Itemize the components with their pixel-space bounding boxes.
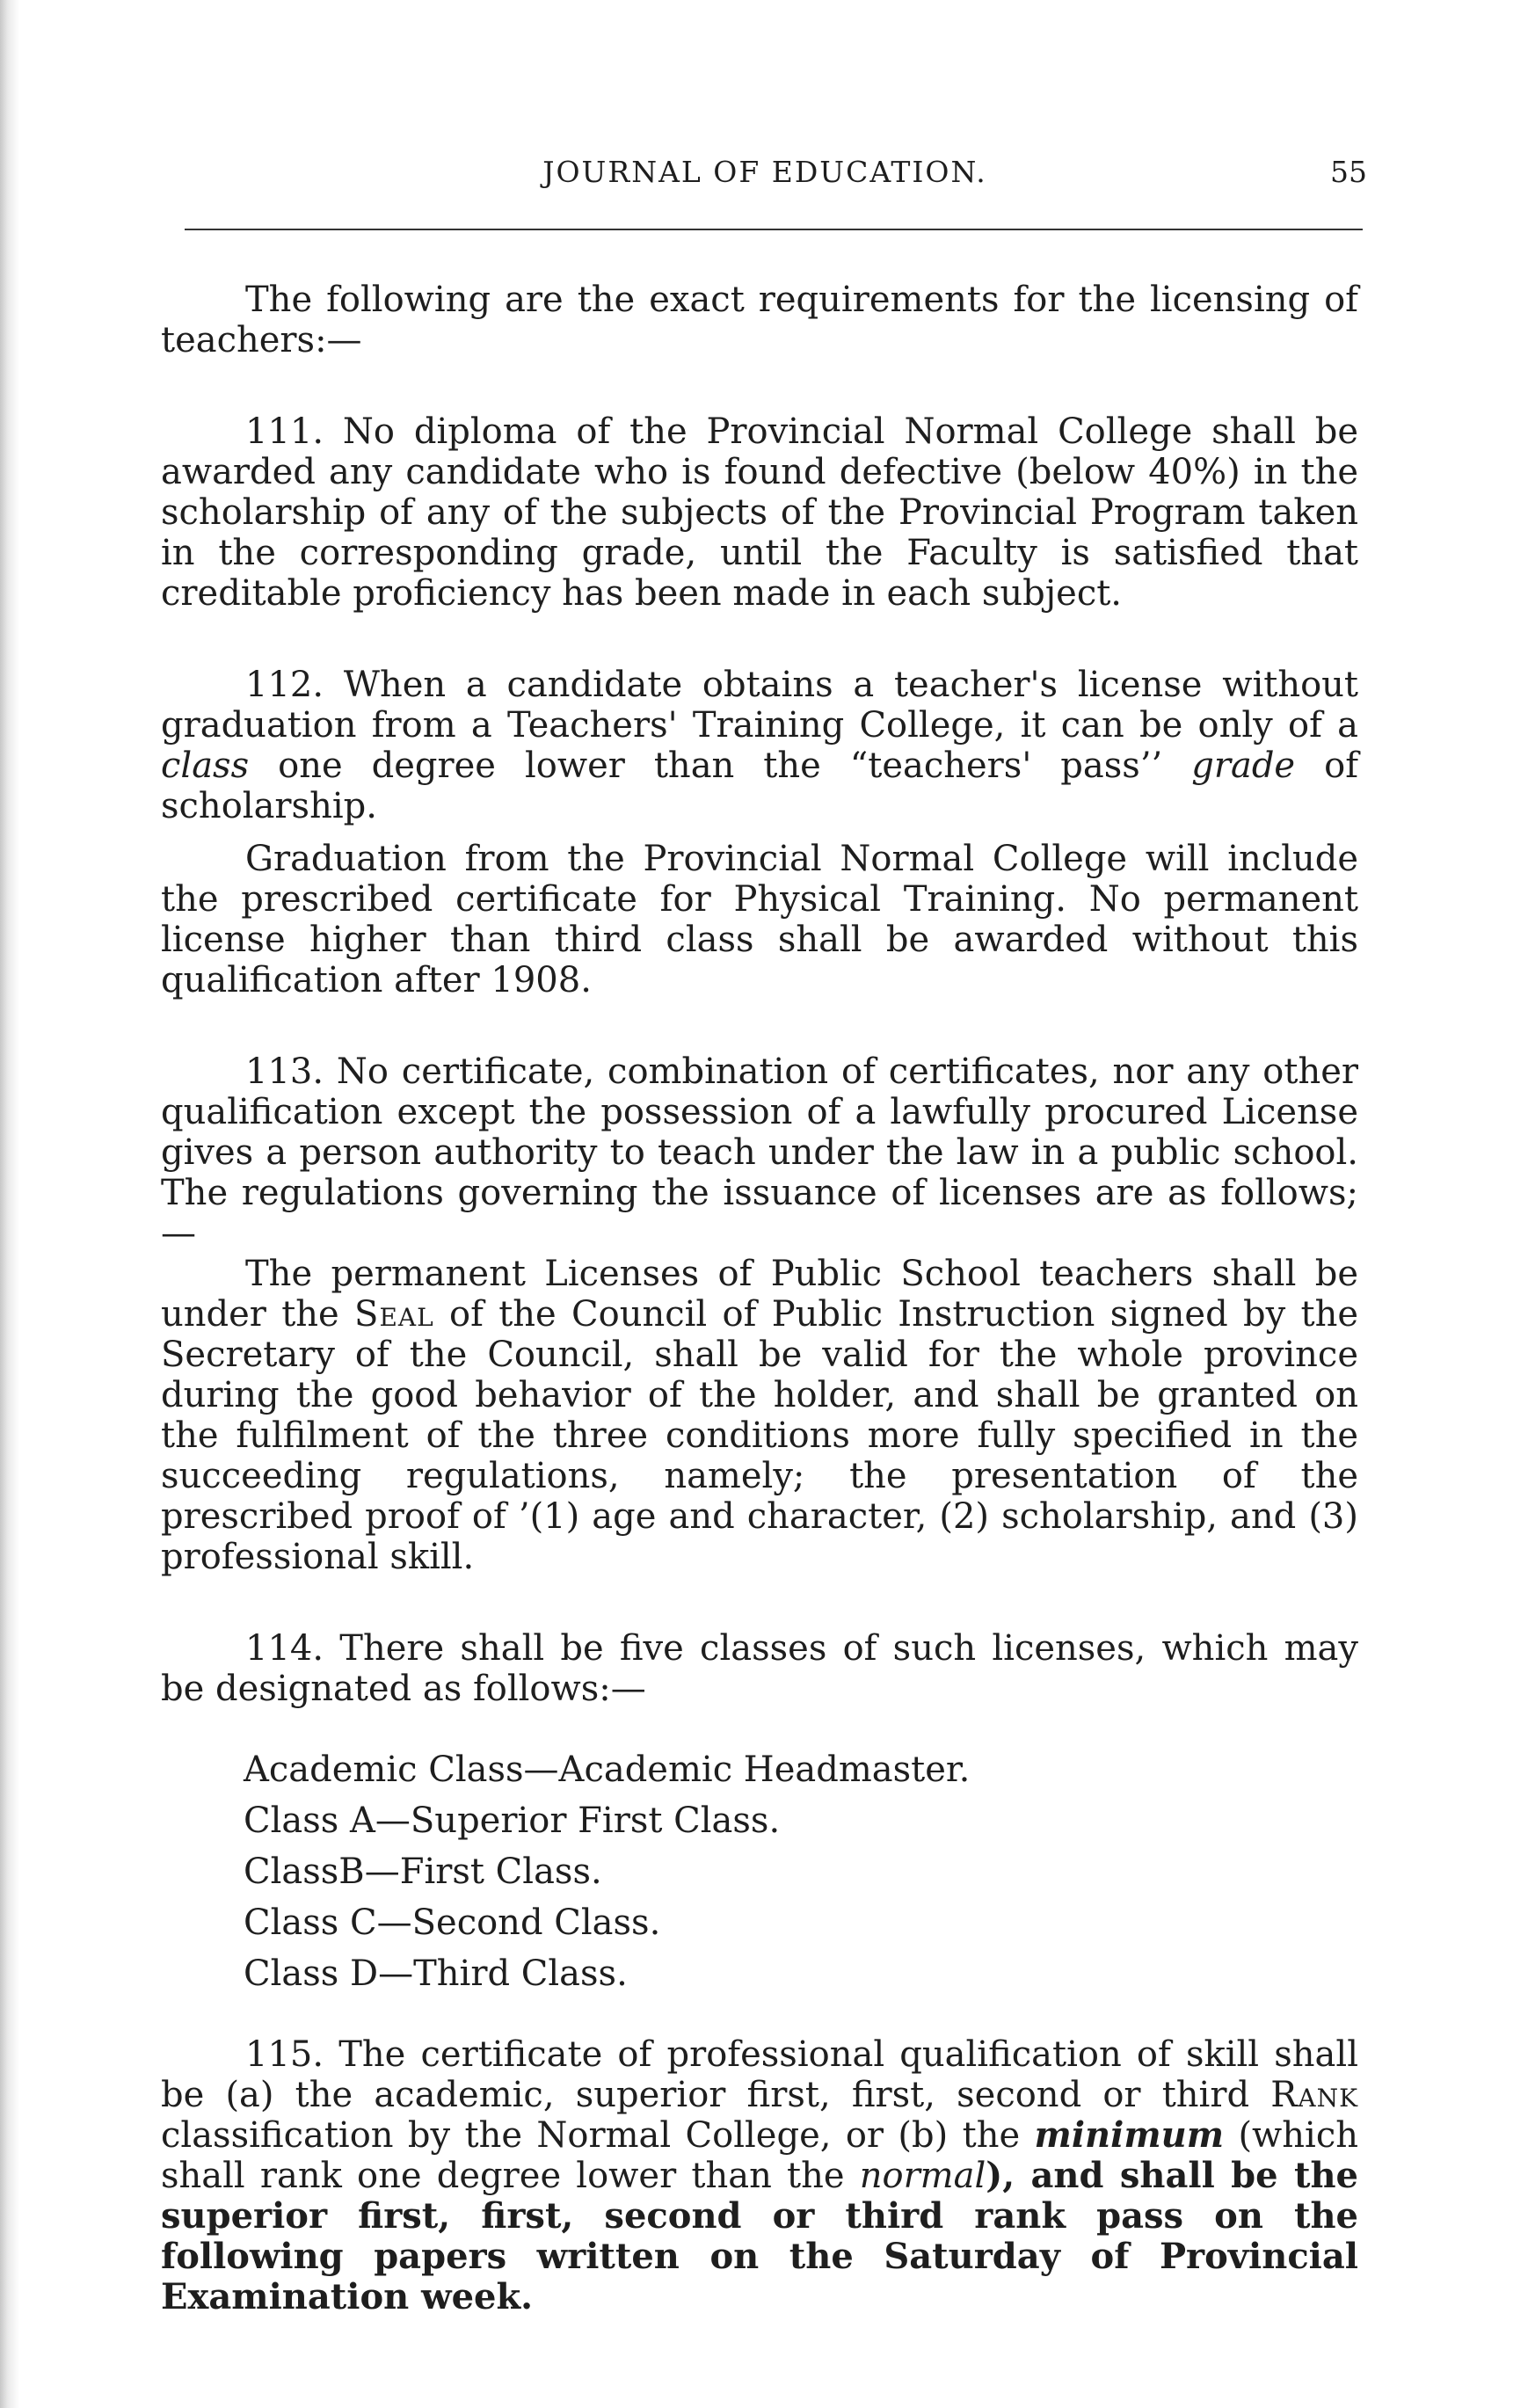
section-112-text-a: When a candidate obtains a teacher's license without graduation from a Teachers' Training College, it can be only of a [161, 665, 1359, 746]
section-115-text-d: ), and shall be the superior first, first, second or third rank pass on the following papers written on the Saturday of Provincial Examination week. [161, 2155, 1359, 2317]
intro-paragraph [161, 280, 1358, 360]
section-113-para2-a: The permanent Licenses of Public School teachers shall be under the [161, 1254, 1358, 1335]
section-115-em-normal: normal [859, 2156, 986, 2196]
section-114-text: There shall be five classes of such licenses, which may be designated as follows:— [161, 1628, 1359, 1709]
section-112-em-class: class [161, 746, 250, 786]
section-113 [161, 1051, 1358, 1254]
license-class-item: ClassB—First Class. [244, 1851, 602, 1892]
section-115-text-c: (which shall rank one degree lower than the [161, 2115, 1359, 2196]
section-112-paragraph-2 [161, 839, 1358, 1000]
section-111 [161, 411, 1358, 614]
section-112-text-c: of scholarship. [161, 746, 1358, 826]
section-114-number: 114. [245, 1628, 324, 1669]
section-113-number: 113. [245, 1051, 324, 1092]
section-115-em-minimum: minimum [1034, 2114, 1225, 2156]
section-115-rank: Rank [1270, 2075, 1358, 2115]
body-text [161, 280, 1358, 2317]
section-113-seal: Seal [354, 1294, 434, 1335]
section-115-number: 115. [245, 2034, 324, 2075]
section-112-number: 112. [245, 665, 324, 705]
license-class-item: Academic Class—Academic Headmaster. [244, 1750, 971, 1790]
page-number: 55 [1330, 155, 1367, 189]
section-113-text: No certificate, combination of certificates, nor any other qualification except the possession of a lawfully procured License gives a person authority to teach under the law in a public school. The regulations governing the issuance of licenses are as follows;— [161, 1051, 1359, 1254]
running-title: JOURNAL OF EDUCATION. [542, 155, 987, 189]
section-115-text-a: The certificate of professional qualification of skill shall be (a) the academic, superior first, first, second or third [161, 2034, 1358, 2115]
section-113-para2-b: of the Council of Public Instruction signed by the Secretary of the Council, shall be valid for the whole province during the good behavior of the holder, and shall be granted on the fulfilment of the three conditions more fully specified in the succeeding regulations, namely; the presentation of the prescribed proof of ’(1) age and character, (2) scholarship, and (3) professional skill. [161, 1294, 1359, 1577]
section-111-number: 111. [245, 411, 324, 452]
section-114 [161, 1628, 1358, 1709]
intro-text: The following are the exact requirements for the licensing of teachers:— [161, 280, 1358, 360]
section-112-text-b: one degree lower than the “teachers' pass’’ [278, 746, 1163, 786]
section-115-text-b: classification by the Normal College, or (b) the [161, 2115, 1021, 2156]
header-rule [185, 229, 1363, 230]
section-113-paragraph-2 [161, 1254, 1358, 1577]
license-class-item: Class A—Superior First Class. [244, 1801, 781, 1841]
license-class-item: Class C—Second Class. [244, 1902, 661, 1943]
page-header [163, 155, 1367, 207]
section-112 [161, 665, 1358, 826]
section-112-para2-text: Graduation from the Provincial Normal College will include the prescribed certificate for Physical Training. No permanent license higher than third class shall be awarded without this qualification after 1908. [161, 839, 1358, 1000]
section-112-em-grade: grade [1191, 746, 1296, 786]
section-115 [161, 2034, 1358, 2317]
section-111-text: No diploma of the Provincial Normal College shall be awarded any candidate who is found defective (below 40%) in the scholarship of any of the subjects of the Provincial Program taken in the corresponding grade, until the Faculty is satisfied that creditable proficiency has been made in each subject. [161, 411, 1358, 614]
license-class-list [161, 1744, 1358, 1999]
scan-edge-shadow [0, 0, 19, 2408]
license-class-item: Class D—Third Class. [244, 1953, 628, 1994]
